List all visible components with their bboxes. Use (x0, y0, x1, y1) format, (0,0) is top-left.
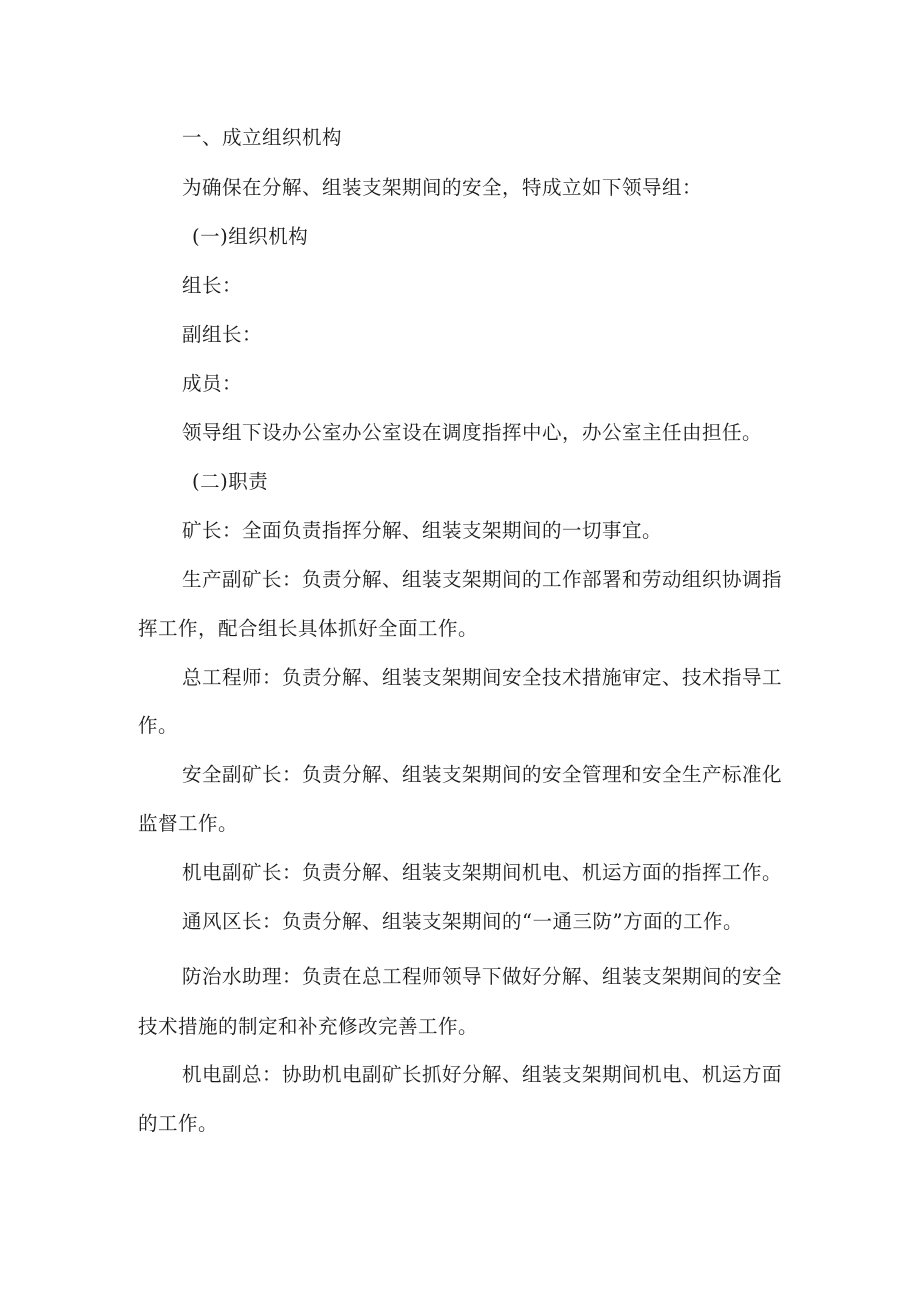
members-label: 成员： (182, 372, 243, 395)
leader-label: 组长： (182, 274, 243, 297)
duty-electromechanical-vice-chief-line-2: 的工作。 (138, 1112, 219, 1135)
duty-production-deputy-line-1: 生产副矿长：负责分解、组装支架期间的工作部署和劳动组织协调指 (182, 568, 783, 591)
duty-safety-deputy-line-2: 监督工作。 (138, 812, 239, 835)
duty-production-deputy-line-2: 挥工作，配合组长具体抓好全面工作。 (138, 617, 479, 640)
duty-safety-deputy-line-1: 安全副矿长：负责分解、组装支架期间的安全管理和安全生产标准化 (182, 763, 783, 786)
section-heading: 一、成立组织机构 (182, 126, 343, 149)
duty-mine-director: 矿长：全面负责指挥分解、组装支架期间的一切事宜。 (182, 519, 663, 542)
duty-water-control-assistant-line-2: 技术措施的制定和补充修改完善工作。 (138, 1015, 479, 1038)
subheading-duties: (二)职责 (192, 470, 269, 493)
duty-ventilation-chief: 通风区长：负责分解、组装支架期间的“一通三防”方面的工作。 (182, 910, 743, 933)
duty-electromechanical-deputy: 机电副矿长：负责分解、组装支架期间机电、机运方面的指挥工作。 (182, 861, 783, 884)
deputy-leader-label: 副组长： (182, 323, 263, 346)
duty-chief-engineer-line-1: 总工程师：负责分解、组装支架期间安全技术措施审定、技术指导工 (182, 666, 783, 689)
duty-water-control-assistant-line-1: 防治水助理：负责在总工程师领导下做好分解、组装支架期间的安全 (182, 965, 783, 988)
office-note: 领导组下设办公室办公室设在调度指挥中心，办公室主任由担任。 (182, 421, 763, 444)
intro-paragraph: 为确保在分解、组装支架期间的安全，特成立如下领导组： (182, 176, 703, 199)
duty-chief-engineer-line-2: 作。 (138, 714, 179, 737)
duty-electromechanical-vice-chief-line-1: 机电副总：协助机电副矿长抓好分解、组装支架期间机电、机运方面 (182, 1063, 783, 1086)
subheading-organization: (一)组织机构 (192, 225, 309, 248)
